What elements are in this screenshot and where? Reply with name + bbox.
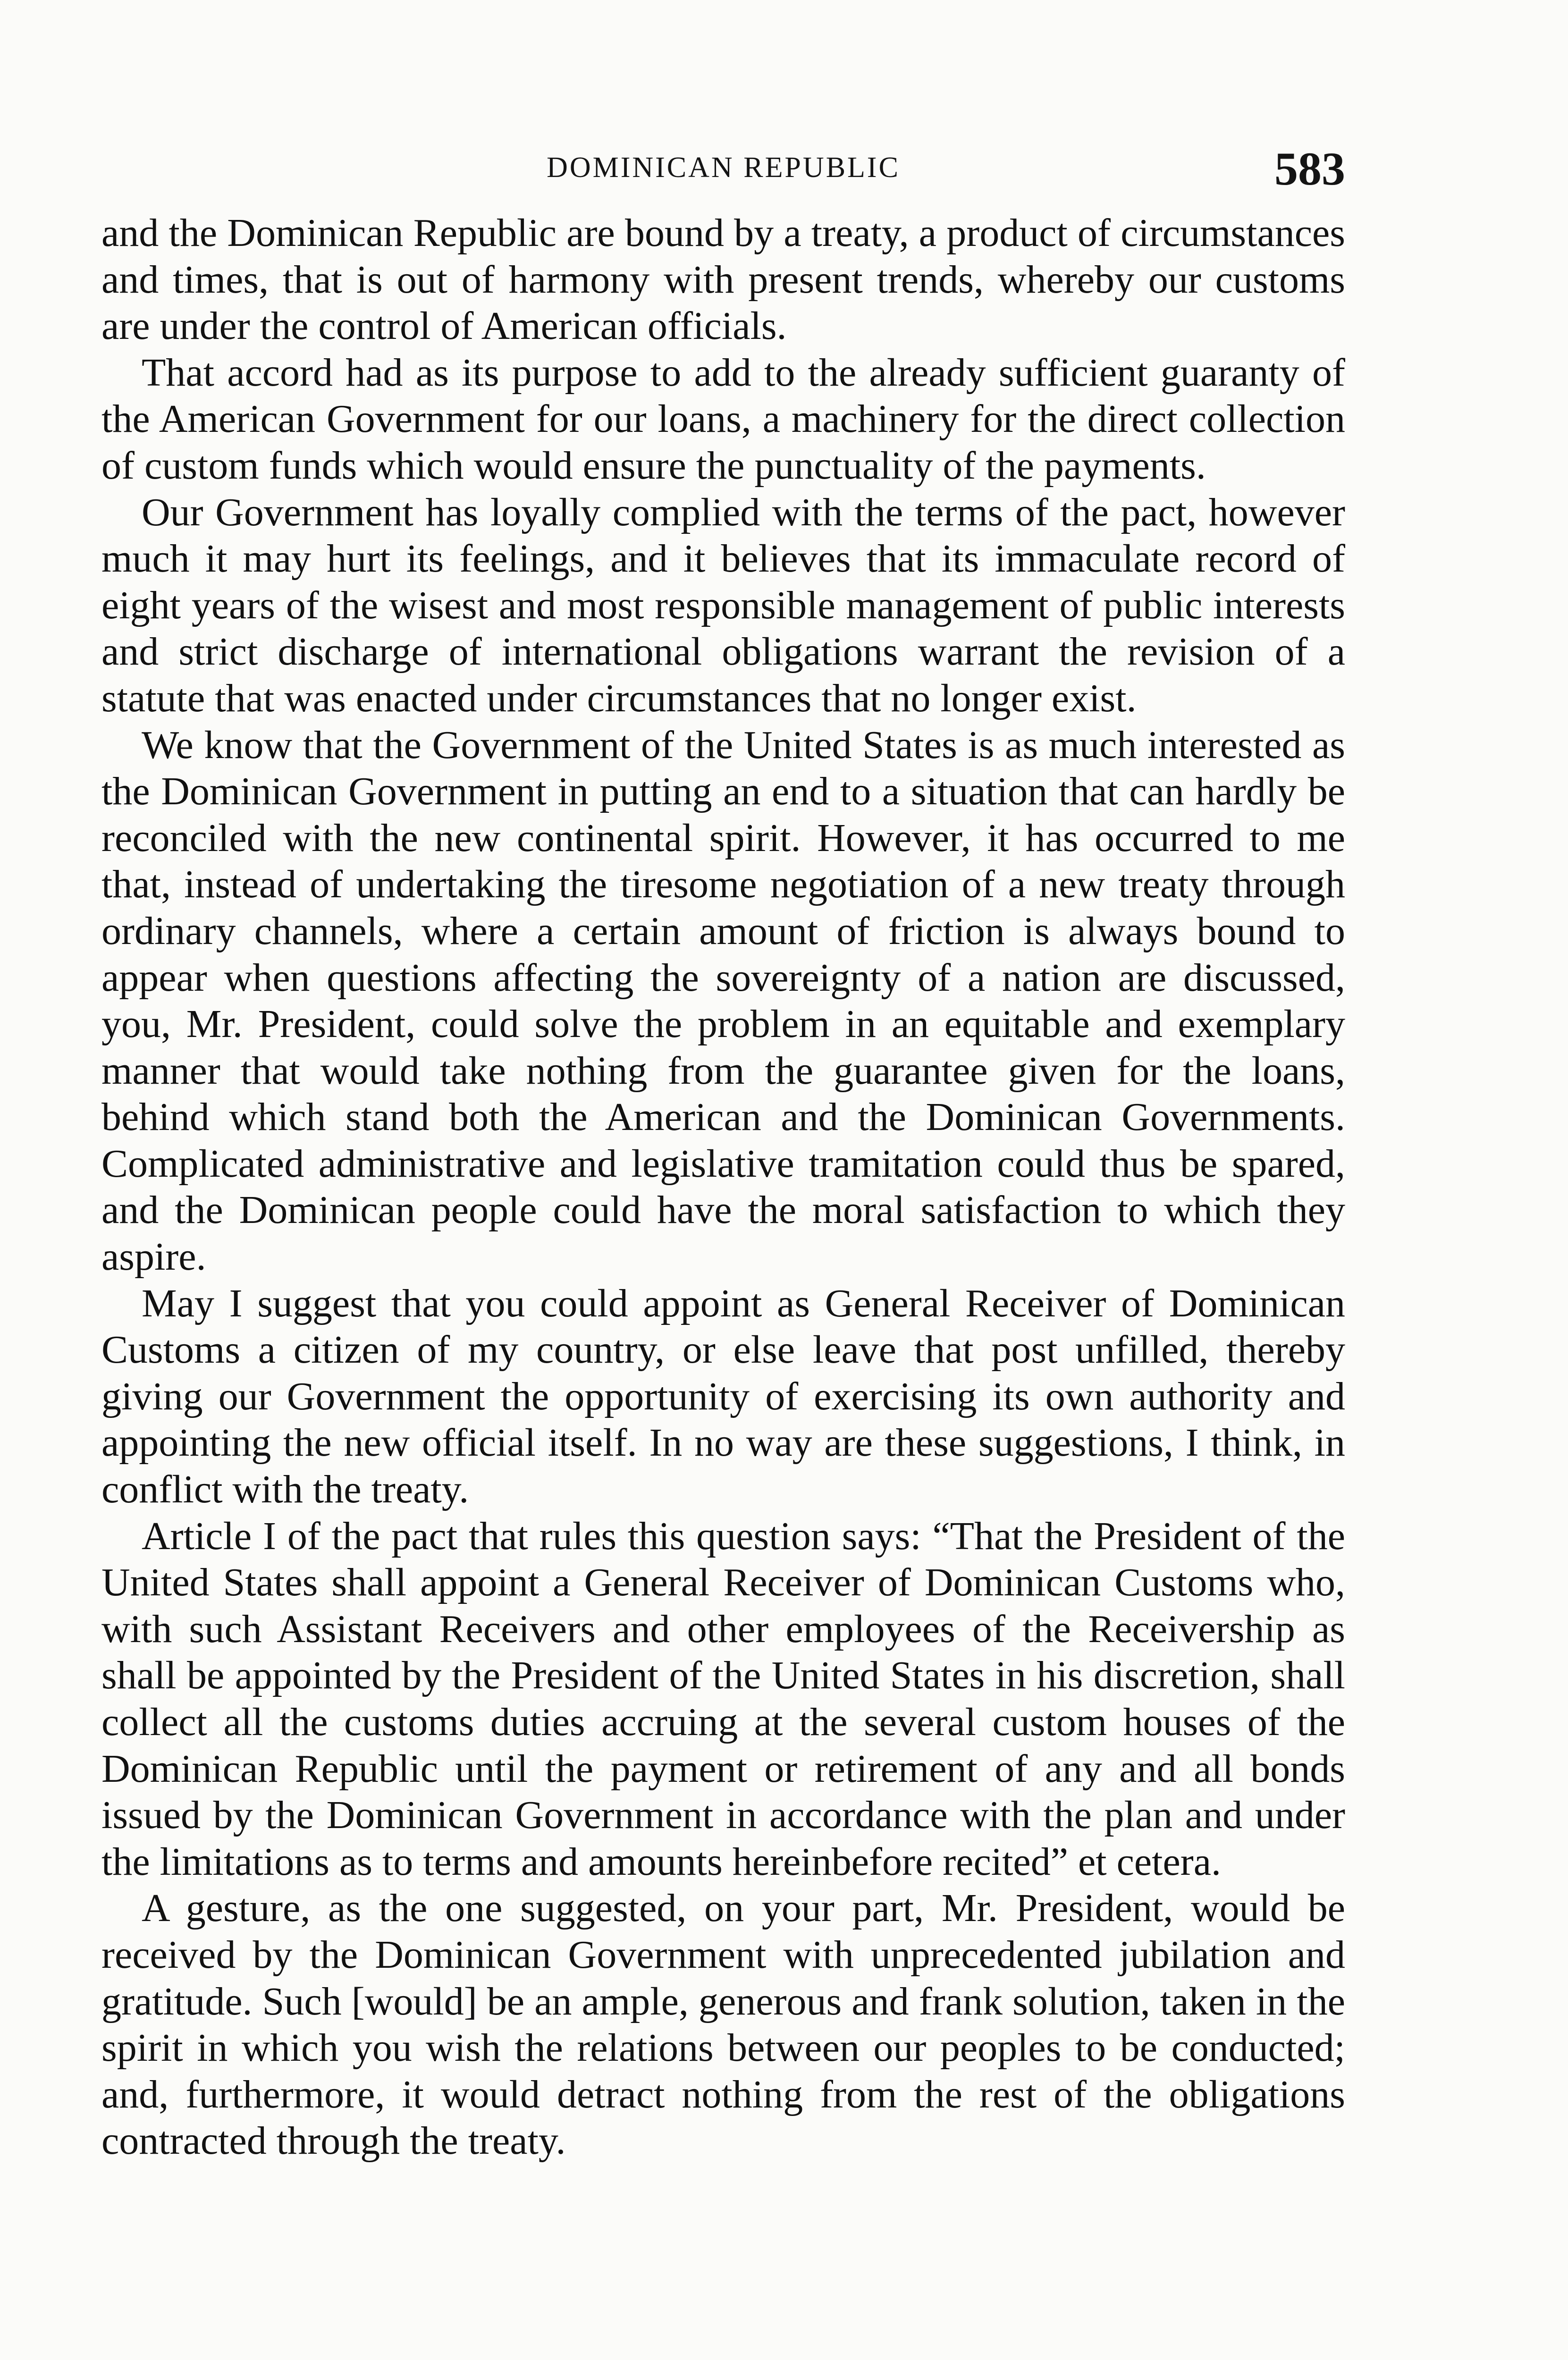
paragraph: That accord had as its purpose to add to the already sufficient guaranty of the American Government for our loans, a machinery for the direct collection of custom funds which would ensure the punctuality of the payments. <box>101 350 1345 488</box>
paragraph: We know that the Government of the United States is as much interested as the Dominican Government in putting an end to a situation that can hardly be reconciled with the new continental spirit. However, it has occurred to me that, instead of undertaking the tiresome negotiation of a new treaty through ordinary channels, where a certain amount of friction is always bound to appear when questions affecting the sovereignty of a nation are discussed, you, Mr. President, could solve the problem in an equitable and exemplary manner that would take nothing from the guarantee given for the loans, behind which stand both the American and the Dominican Governments. Complicated administrative and legislative tramitation could thus be spared, and the Dominican people could have the moral satisfaction to which they aspire. <box>101 723 1345 1279</box>
paragraph: Our Government has loyally complied with the terms of the pact, however much it may hurt its feelings, and it believes that its immaculate record of eight years of the wisest and most responsible management of public interests and strict discharge of international obligations warrant the revision of a statute that was enacted under circumstances that no longer exist. <box>101 490 1345 720</box>
paragraph-continuation: and the Dominican Republic are bound by a treaty, a product of circumstances and times, that is out of harmony with present trends, whereby our customs are under the control of American officials. <box>101 211 1345 348</box>
running-header <box>101 142 1345 208</box>
paragraph: May I suggest that you could appoint as General Receiver of Dominican Customs a citizen of my country, or else leave that post unfilled, thereby giving our Government the opportunity of exercising its own authority and appointing the new official itself. In no way are these suggestions, I think, in conflict with the treaty. <box>101 1281 1345 1512</box>
body-text <box>101 210 1345 2165</box>
paragraph: A gesture, as the one suggested, on your part, Mr. President, would be received by the Dominican Government with unprecedented jubilation and gratitude. Such [would] be an ample, generous and frank solution, taken in the spirit in which you wish the relations between our peoples to be conducted; and, furthermore, it would detract nothing from the rest of the obligations contracted through the treaty. <box>101 1886 1345 2163</box>
running-title: DOMINICAN REPUBLIC <box>547 152 900 184</box>
paragraph-quote: Article I of the pact that rules this question says: “That the President of the United States shall appoint a General Receiver of Dominican Customs who, with such Assistant Receivers and other employees of the Receivership as shall be appointed by the President of the United States in his discretion, shall collect all the customs duties accruing at the several custom houses of the Dominican Republic until the payment or retirement of any and all bonds issued by the Dominican Government in accordance with the plan and under the limitations as to terms and amounts hereinbefore recited” et cetera. <box>101 1514 1345 1884</box>
page-number: 583 <box>1274 143 1345 195</box>
